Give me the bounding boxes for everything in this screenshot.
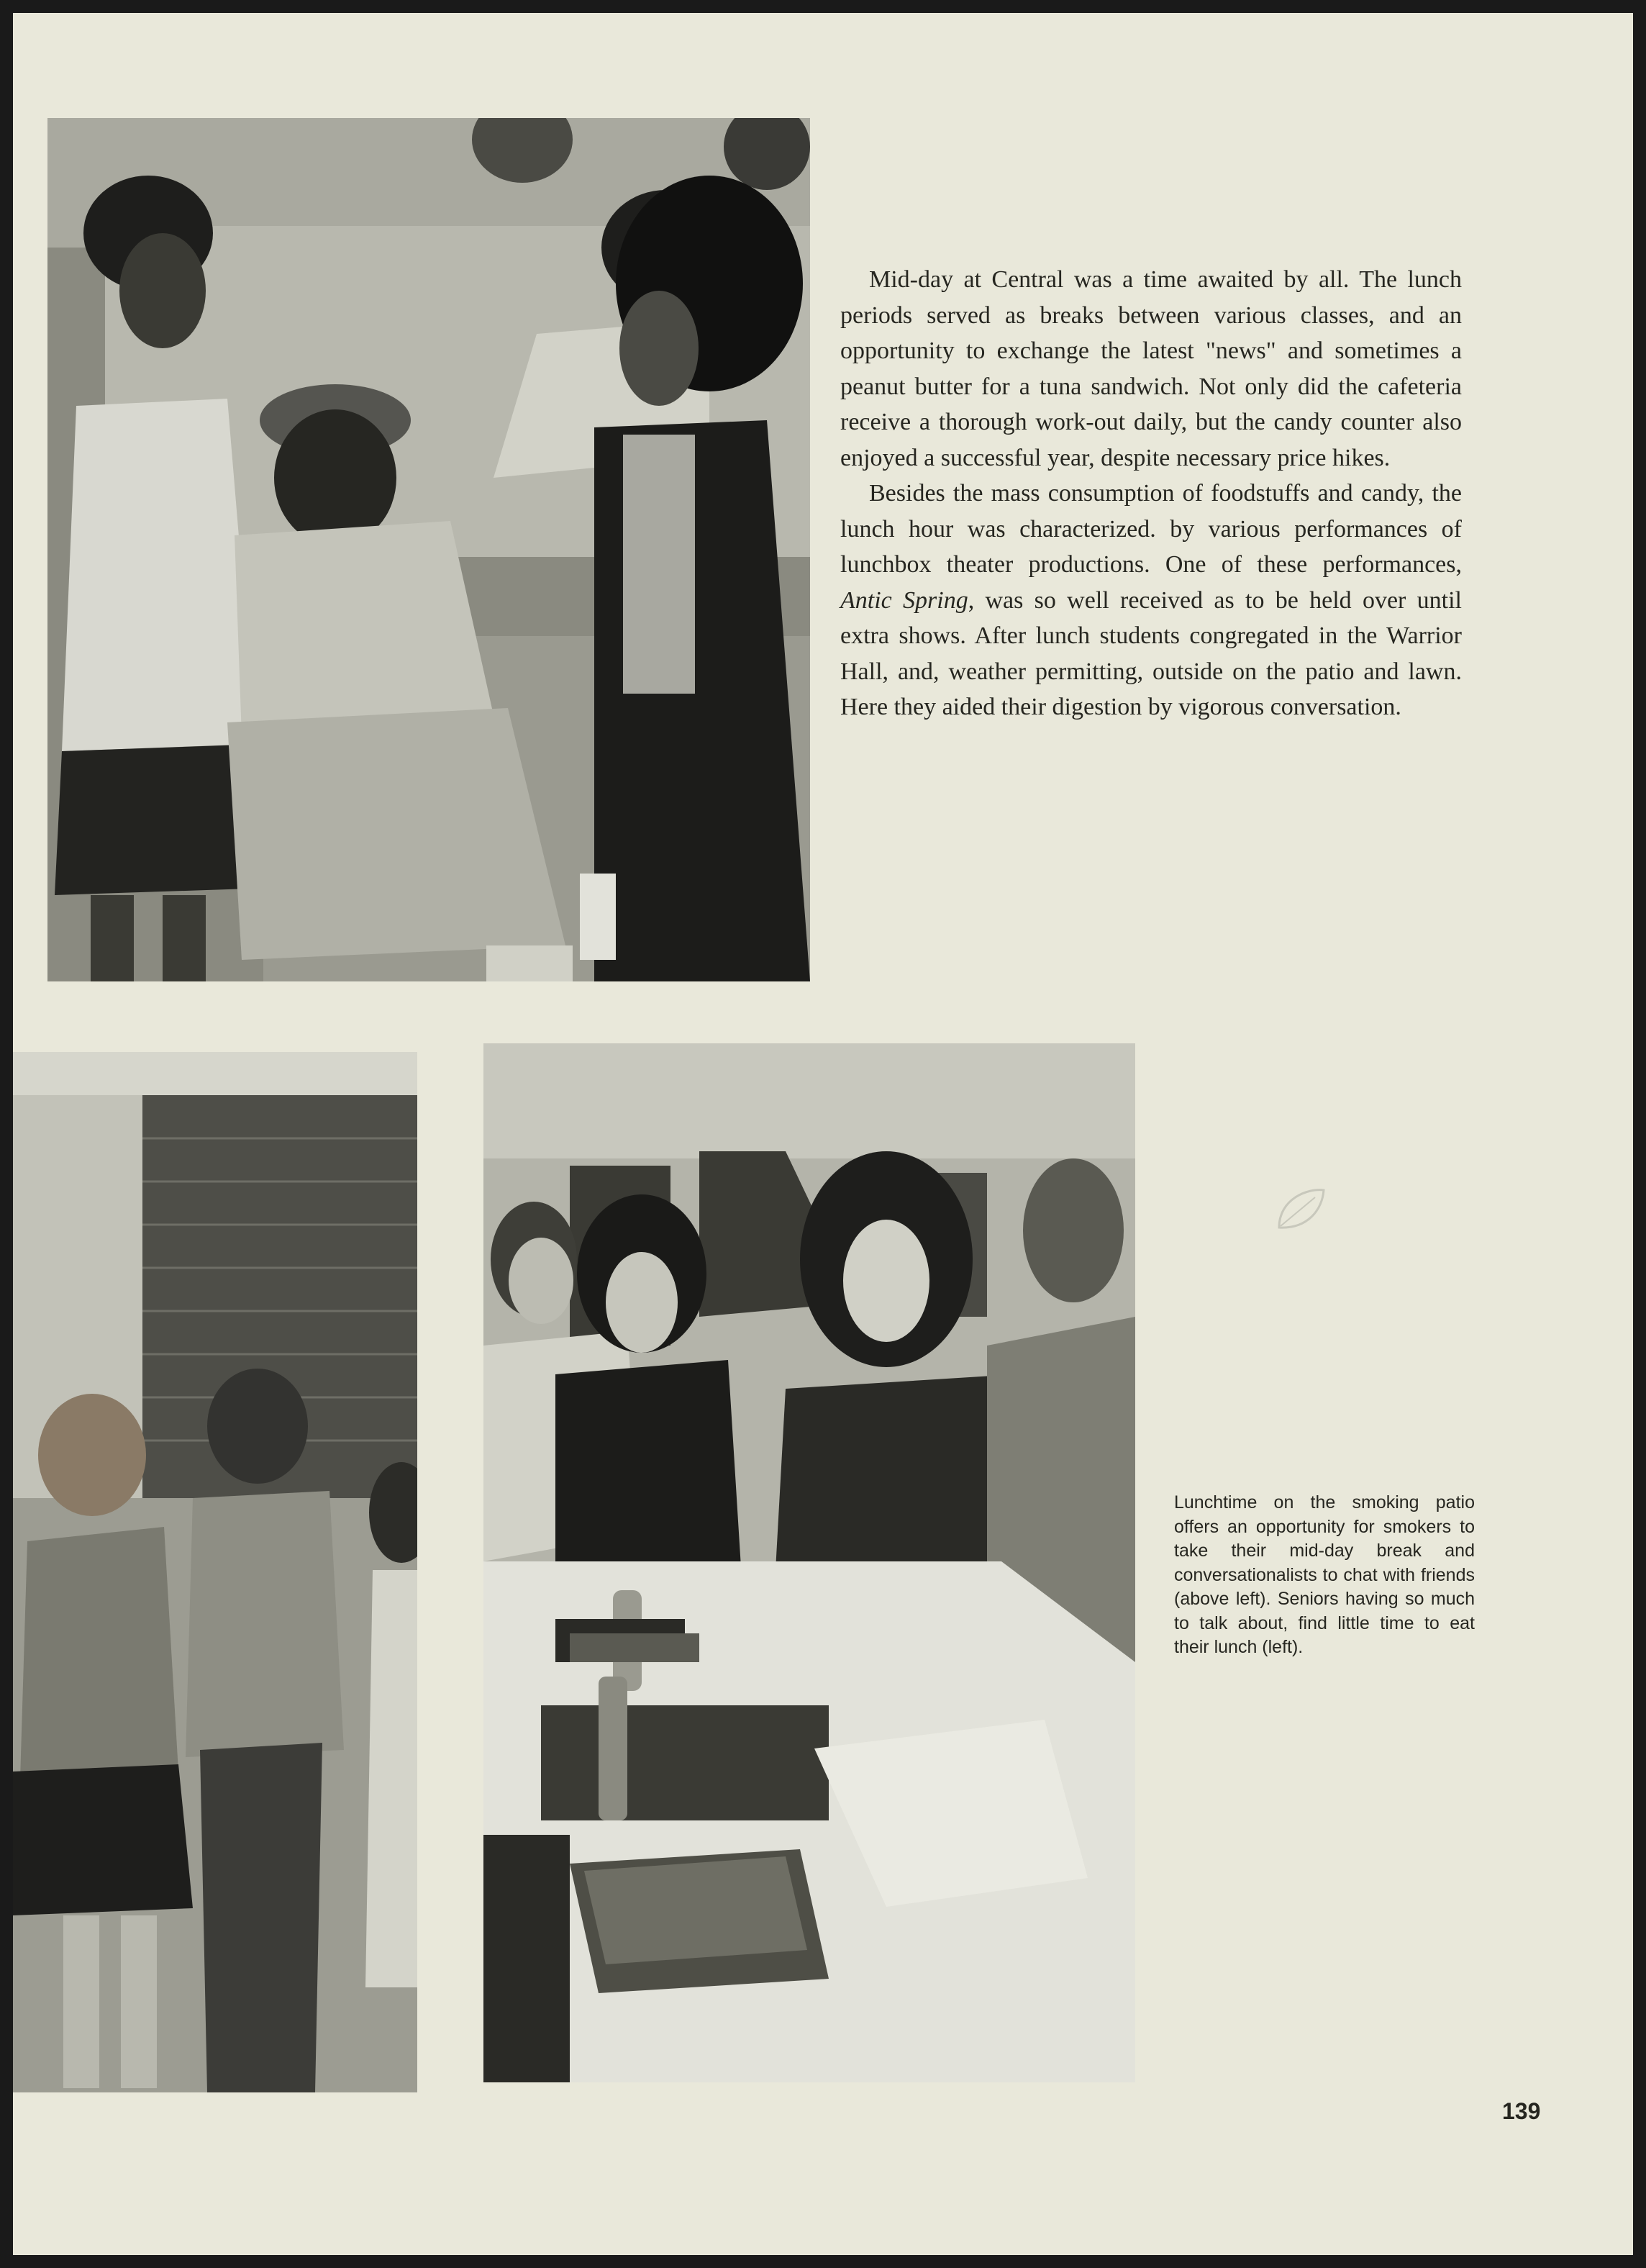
yearbook-page bbox=[13, 13, 1633, 2255]
photo-students-patio bbox=[47, 118, 810, 981]
article-paragraph-2 bbox=[840, 476, 1462, 725]
photo-caption: Lunchtime on the smoking patio offers an opportunity for smokers to take their mid-day break and conversationalists to chat with friends (above left). Seniors having so much to talk about, find little time to eat their lunch (left). bbox=[1174, 1492, 1475, 1657]
article-paragraph-2-end: , was so well received as to be held over until extra shows. After lunch students congregated in the Warrior Hall, and, weather permitting, outside on the patio and lawn. Here they aided their digestion by vigorous conversation. bbox=[840, 586, 1462, 720]
photo-students-hall-image bbox=[13, 1052, 417, 2092]
article-paragraph-1: Mid-day at Central was a time awaited by all. The lunch periods served as breaks between various classes, and an opportunity to exchange the latest "news" and sometimes a peanut butter for a tuna sandwich. Not only did the cafeteria receive a thorough work-out daily, but the candy counter also enjoyed a successful year, despite necessary price hikes. bbox=[840, 266, 1462, 471]
leaf-icon bbox=[1272, 1184, 1329, 1235]
article-paragraph-2-start: Besides the mass consumption of foodstuffs and candy, the lunch hour was characterized. by various performances of lunchbox theater productions. One of these performances, bbox=[840, 480, 1462, 578]
page-number: 139 bbox=[1502, 2098, 1541, 2124]
play-title: Antic Spring bbox=[840, 586, 968, 614]
photo-students-patio-image bbox=[47, 118, 810, 981]
article-body bbox=[840, 262, 1462, 725]
photo-seniors-lunch-image bbox=[483, 1043, 1135, 2082]
photo-seniors-lunch bbox=[483, 1043, 1135, 2082]
photo-students-hall bbox=[13, 1052, 417, 2092]
